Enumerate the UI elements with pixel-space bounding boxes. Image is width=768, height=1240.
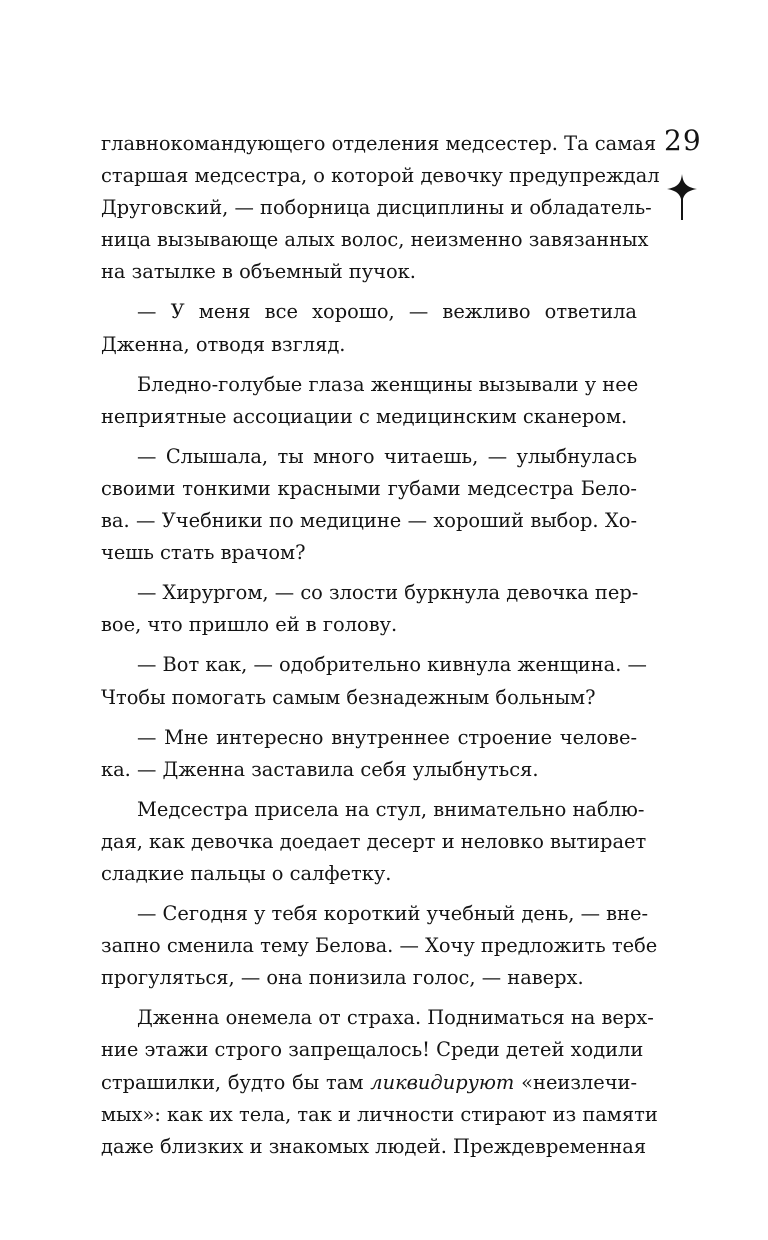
text-line: Медсестра присела на стул, внимательно наблю- [137, 797, 645, 821]
text-line: на затылке в объемный пучок. [101, 260, 416, 284]
paragraph [101, 1002, 658, 1162]
text-line: даже близких и знакомых людей. Преждевременная [101, 1134, 647, 1158]
four-point-star-icon [667, 174, 697, 220]
body-text [101, 128, 660, 1163]
text-line: Друговский, — поборница дисциплины и обладатель- [101, 196, 652, 220]
text-line: неприятные ассоциации с медицинским сканером. [101, 404, 628, 428]
text-segment: «неизлечи- [514, 1070, 638, 1094]
paragraph [101, 296, 637, 360]
text-line: вое, что пришло ей в голову. [101, 613, 398, 637]
paragraph [101, 441, 637, 569]
text-line: прогуляться, — она понизила голос, — наверх. [101, 966, 584, 990]
paragraph [101, 649, 647, 713]
text-line: дая, как девочка доедает десерт и неловко вытирает [101, 829, 647, 853]
text-line: сладкие пальцы о салфетку. [101, 861, 392, 885]
paragraph [101, 369, 637, 433]
text-line [101, 1067, 637, 1099]
text-segment: страшилки, будто бы там [101, 1070, 371, 1094]
text-line: ница вызывающе алых волос, неизменно завязанных [101, 228, 649, 252]
text-line: — Вот как, — одобрительно кивнула женщина. — [137, 653, 647, 677]
paragraph [101, 577, 637, 641]
text-line: мых»: как их тела, так и личности стирают из памяти [101, 1102, 658, 1126]
text-line: ка. — Дженна заставила себя улыбнуться. [101, 757, 539, 781]
text-line: Дженна онемела от страха. Подниматься на верх- [137, 1006, 654, 1030]
paragraph [101, 722, 637, 786]
text-line: — У меня все хорошо, — вежливо ответила [137, 300, 637, 324]
text-line: своими тонкими красными губами медсестра Бело- [101, 476, 637, 500]
text-line: старшая медсестра, о которой девочку предупреждал [101, 164, 660, 188]
text-line: — Слышала, ты много читаешь, — улыбнулась [137, 444, 637, 468]
paragraph [101, 794, 647, 890]
page-number: 29 [664, 124, 702, 157]
text-line: Бледно-голубые глаза женщины вызывали у нее [137, 372, 639, 396]
text-line: чешь стать врачом? [101, 541, 306, 565]
paragraph [101, 898, 658, 994]
paragraph [101, 128, 660, 288]
text-line: ние этажи строго запрещалось! Среди детей ходили [101, 1038, 644, 1062]
text-line: Дженна, отводя взгляд. [101, 332, 346, 356]
text-line: — Мне интересно внутреннее строение челове- [137, 725, 637, 749]
text-line: ва. — Учебники по медицине — хороший выбор. Хо- [101, 509, 637, 533]
text-line: главнокомандующего отделения медсестер. Та самая [101, 132, 657, 155]
text-line: — Хирургом, — со злости буркнула девочка пер- [137, 581, 639, 605]
italic-word: ликвидируют [370, 1070, 515, 1094]
text-line: Чтобы помогать самым безнадежным больным? [101, 685, 596, 709]
text-line: — Сегодня у тебя короткий учебный день, — вне- [137, 902, 649, 926]
text-line: запно сменила тему Белова. — Хочу предложить тебе [101, 934, 658, 958]
